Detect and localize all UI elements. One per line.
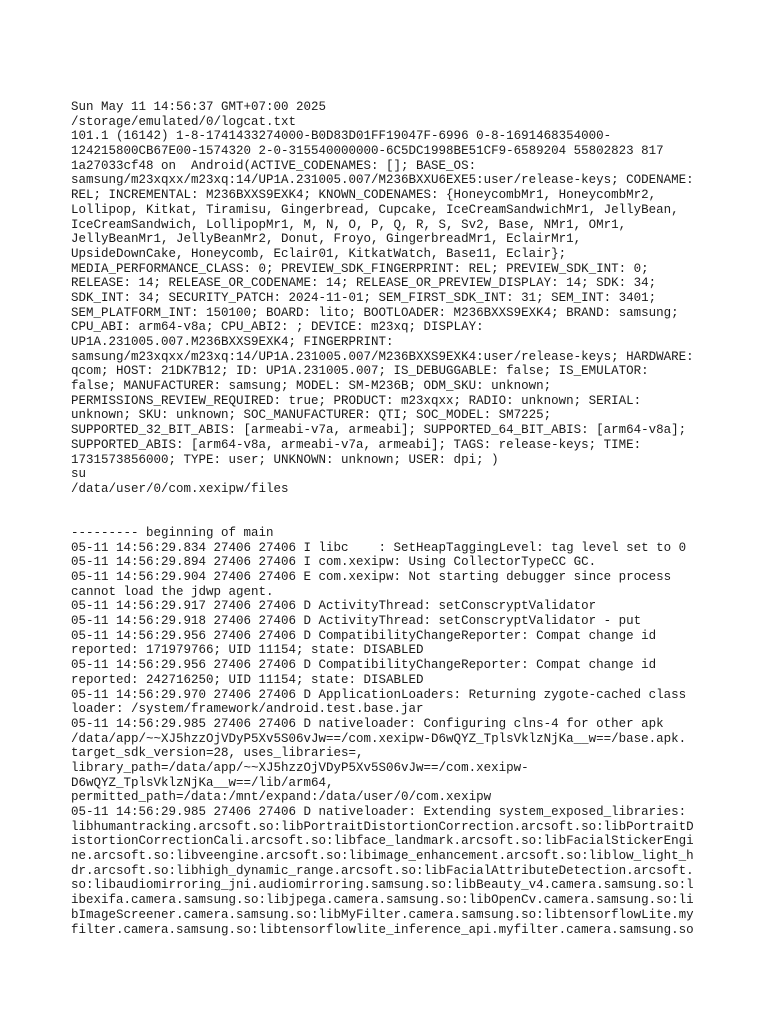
log-entries-block (71, 526, 701, 937)
log-line: D6wQYZ_TplsVklzNjKa__w==/lib/arm64, (71, 775, 334, 790)
info-line: JellyBeanMr1, JellyBeanMr2, Donut, Froyo, GingerbreadMr1, EclairMr1, (71, 232, 582, 247)
info-line: false; MANUFACTURER: samsung; MODEL: SM-M236B; ODM_SKU: unknown; (71, 379, 552, 394)
info-line: SDK_INT: 34; SECURITY_PATCH: 2024-11-01; SEM_FIRST_SDK_INT: 31; SEM_INT: 3401; (71, 290, 657, 305)
log-line: ne.arcsoft.so:libveengine.arcsoft.so:libimage_enhancement.arcsoft.so:liblow_light_h (71, 849, 694, 864)
log-line: permitted_path=/data:/mnt/expand:/data/user/0/com.xexipw (71, 790, 492, 805)
info-line: REL; INCREMENTAL: M236BXXS9EXK4; KNOWN_CODENAMES: {HoneycombMr1, HoneycombMr2, (71, 188, 657, 203)
log-line: 05-11 14:56:29.970 27406 27406 D ApplicationLoaders: Returning zygote-cached class (71, 687, 687, 702)
log-line: 05-11 14:56:29.918 27406 27406 D ActivityThread: setConscryptValidator - put (71, 614, 642, 629)
log-line: 05-11 14:56:29.894 27406 27406 I com.xexipw: Using CollectorTypeCC GC. (71, 555, 597, 570)
log-line: istortionCorrectionCali.arcsoft.so:libface_landmark.arcsoft.so:libFacialStickerEngi (71, 834, 694, 849)
info-line: qcom; HOST: 21DK7B12; ID: UP1A.231005.007; IS_DEBUGGABLE: false; IS_EMULATOR: (71, 364, 649, 379)
info-line: Lollipop, Kitkat, Tiramisu, Gingerbread, Cupcake, IceCreamSandwichMr1, JellyBean, (71, 202, 679, 217)
info-line: 101.1 (16142) 1-8-1741433274000-B0D83D01FF19047F-6996 0-8-1691468354000- (71, 129, 612, 144)
log-line: library_path=/data/app/~~XJ5hzzOjVDyP5Xv5S06vJw==/com.xexipw- (71, 760, 529, 775)
log-line: 05-11 14:56:29.985 27406 27406 D nativeloader: Extending system_exposed_libraries: (71, 805, 687, 819)
info-line: UpsideDownCake, Honeycomb, Eclair01, KitkatWatch, Base11, Eclair}; (71, 246, 567, 261)
info-line: SUPPORTED_ABIS: [arm64-v8a, armeabi-v7a, armeabi]; TAGS: release-keys; TIME: (71, 437, 642, 452)
device-info-block (71, 100, 701, 497)
log-line: cannot load the jdwp agent. (71, 584, 274, 599)
log-line: filter.camera.samsung.so:libtensorflowlite_inference_api.myfilter.camera.samsung.so (71, 922, 694, 937)
log-line: 05-11 14:56:29.956 27406 27406 D CompatibilityChangeReporter: Compat change id (71, 658, 657, 673)
log-line: 05-11 14:56:29.956 27406 27406 D CompatibilityChangeReporter: Compat change id (71, 628, 657, 643)
info-line: PERMISSIONS_REVIEW_REQUIRED: true; PRODUCT: m23xqxx; RADIO: unknown; SERIAL: (71, 393, 642, 408)
log-line: bImageScreener.camera.samsung.so:libMyFilter.camera.samsung.so:libtensorflowLite.my (71, 907, 694, 922)
info-line: SEM_PLATFORM_INT: 150100; BOARD: lito; BOOTLOADER: M236BXXS9EXK4; BRAND: samsung; (71, 305, 679, 320)
log-line: dr.arcsoft.so:libhigh_dynamic_range.arcsoft.so:libFacialAttributeDetection.arcsoft. (71, 863, 694, 878)
info-line: 1731573856000; TYPE: user; UNKNOWN: unknown; USER: dpi; ) (71, 452, 499, 467)
info-line: 124215800CB67E00-1574320 2-0-315540000000-6C5DC1998BE51CF9-6589204 55802823 817 (71, 144, 664, 159)
logcat-document (71, 100, 701, 937)
log-line: target_sdk_version=28, uses_libraries=, (71, 746, 364, 761)
info-line: samsung/m23xqxx/m23xq:14/UP1A.231005.007/M236BXXS9EXK4:user/release-keys; HARDWARE: (71, 349, 694, 364)
blank-line (71, 511, 701, 526)
log-line: libhumantracking.arcsoft.so:libPortraitDistortionCorrection.arcsoft.so:libPortraitD (71, 819, 694, 834)
info-line: /storage/emulated/0/logcat.txt (71, 114, 297, 129)
log-line: 05-11 14:56:29.834 27406 27406 I libc : SetHeapTaggingLevel: tag level set to 0 (71, 540, 687, 555)
info-line: 1a27033cf48 on Android(ACTIVE_CODENAMES: []; BASE_OS: (71, 158, 477, 173)
log-line: ibexifa.camera.samsung.so:libjpega.camera.samsung.so:libOpenCv.camera.samsung.so:li (71, 893, 694, 908)
info-line: IceCreamSandwich, LollipopMr1, M, N, O, P, Q, R, S, Sv2, Base, NMr1, OMr1, (71, 217, 627, 232)
log-line: reported: 242716250; UID 11154; state: DISABLED (71, 672, 424, 687)
info-line: Sun May 11 14:56:37 GMT+07:00 2025 (71, 100, 327, 114)
log-line: --------- beginning of main (71, 525, 274, 540)
log-line: 05-11 14:56:29.904 27406 27406 E com.xexipw: Not starting debugger since process (71, 570, 672, 584)
info-line: CPU_ABI: arm64-v8a; CPU_ABI2: ; DEVICE: m23xq; DISPLAY: (71, 320, 484, 335)
info-line: /data/user/0/com.xexipw/files (71, 481, 289, 496)
info-line: MEDIA_PERFORMANCE_CLASS: 0; PREVIEW_SDK_FINGERPRINT: REL; PREVIEW_SDK_INT: 0; (71, 261, 649, 276)
log-line: 05-11 14:56:29.917 27406 27406 D ActivityThread: setConscryptValidator (71, 599, 597, 614)
blank-line (71, 497, 701, 512)
log-line: /data/app/~~XJ5hzzOjVDyP5Xv5S06vJw==/com.xexipw-D6wQYZ_TplsVklzNjKa__w==/base.apk. (71, 731, 687, 746)
info-line: su (71, 467, 87, 482)
log-line: 05-11 14:56:29.985 27406 27406 D nativeloader: Configuring clns-4 for other apk (71, 716, 664, 731)
log-line: loader: /system/framework/android.test.base.jar (71, 702, 424, 717)
log-line: reported: 171979766; UID 11154; state: DISABLED (71, 643, 424, 658)
log-line: so:libaudiomirroring_jni.audiomirroring.samsung.so:libBeauty_v4.camera.samsung.so:l (71, 878, 694, 893)
info-line: unknown; SKU: unknown; SOC_MANUFACTURER: QTI; SOC_MODEL: SM7225; (71, 408, 552, 423)
info-line: SUPPORTED_32_BIT_ABIS: [armeabi-v7a, armeabi]; SUPPORTED_64_BIT_ABIS: [arm64-v8a]; (71, 423, 687, 438)
info-line: samsung/m23xqxx/m23xq:14/UP1A.231005.007/M236BXXU6EXE5:user/release-keys; CODENAME: (71, 173, 694, 188)
info-line: RELEASE: 14; RELEASE_OR_CODENAME: 14; RELEASE_OR_PREVIEW_DISPLAY: 14; SDK: 34; (71, 276, 657, 291)
info-line: UP1A.231005.007.M236BXXS9EXK4; FINGERPRINT: (71, 335, 394, 349)
